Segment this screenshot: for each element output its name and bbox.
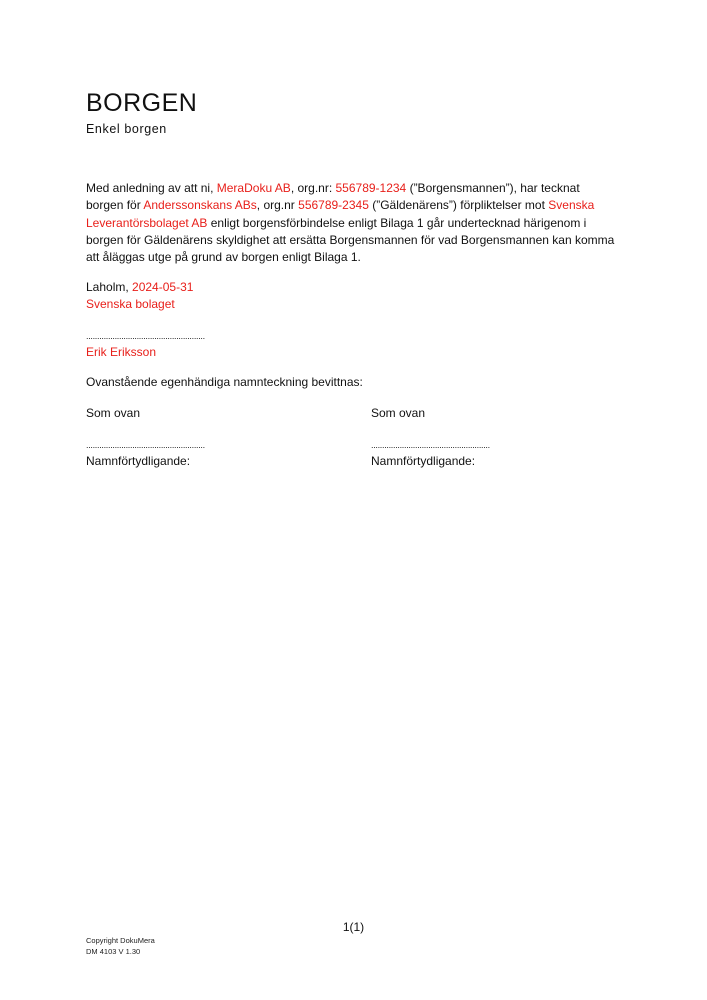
witness-right-clarification: Namnförtydligande: [371,454,476,468]
signatory-name: Erik Eriksson [86,345,157,359]
debtor-name: Anderssonskans ABs [143,198,257,213]
witness-right-label: Som ovan [371,406,426,420]
document-title: BORGEN [86,89,198,117]
intro-text-6: enligt borgensförbindelse enligt Bilaga 1 går undertecknad härigenom i borgen för Gäldenärens skyldighet att ersätta Borgensmannen för vad Borgensmannen kan komma att åläggas utge på grund av borgen enligt Bilaga 1. [86,215,615,265]
witness-left-signature-line: ...................................................... [86,440,205,450]
signing-date: 2024-05-31 [132,280,194,294]
intro-text-5: (”Gäldenärens”) förpliktelser mot [368,198,549,213]
intro-text-2: , org.nr: [290,181,336,195]
guarantor-company: Svenska Leverantörsbolaget AB [86,198,595,230]
witness-left-clarification: Namnförtydligande: [86,454,191,468]
footer-copyright: Copyright DokuMera [86,936,155,945]
intro-paragraph [86,180,616,266]
debtor-orgnr: 556789-2345 [298,198,369,213]
intro-text-3: (”Borgensmannen”), har tecknat borgen för [86,181,580,213]
document-subtitle: Enkel borgen [86,122,167,136]
place: Laholm, [86,280,133,294]
witness-right-signature-line: ...................................................... [371,440,490,450]
intro-text-1: Med anledning av att ni, [86,181,217,195]
signature-line: ...................................................... [86,331,205,341]
creditor-name: MeraDoku AB [216,181,291,195]
place-date-line [86,279,193,295]
creditor-orgnr: 556789-1234 [335,181,407,195]
witness-left-label: Som ovan [86,406,141,420]
intro-text-4: , org.nr [256,198,299,213]
witness-intro: Ovanstående egenhändiga namnteckning bevittnas: [86,375,363,389]
footer-doc-id: DM 4103 V 1.30 [86,947,141,956]
page-number: 1(1) [342,920,365,934]
signatory-company: Svenska bolaget [86,297,175,311]
